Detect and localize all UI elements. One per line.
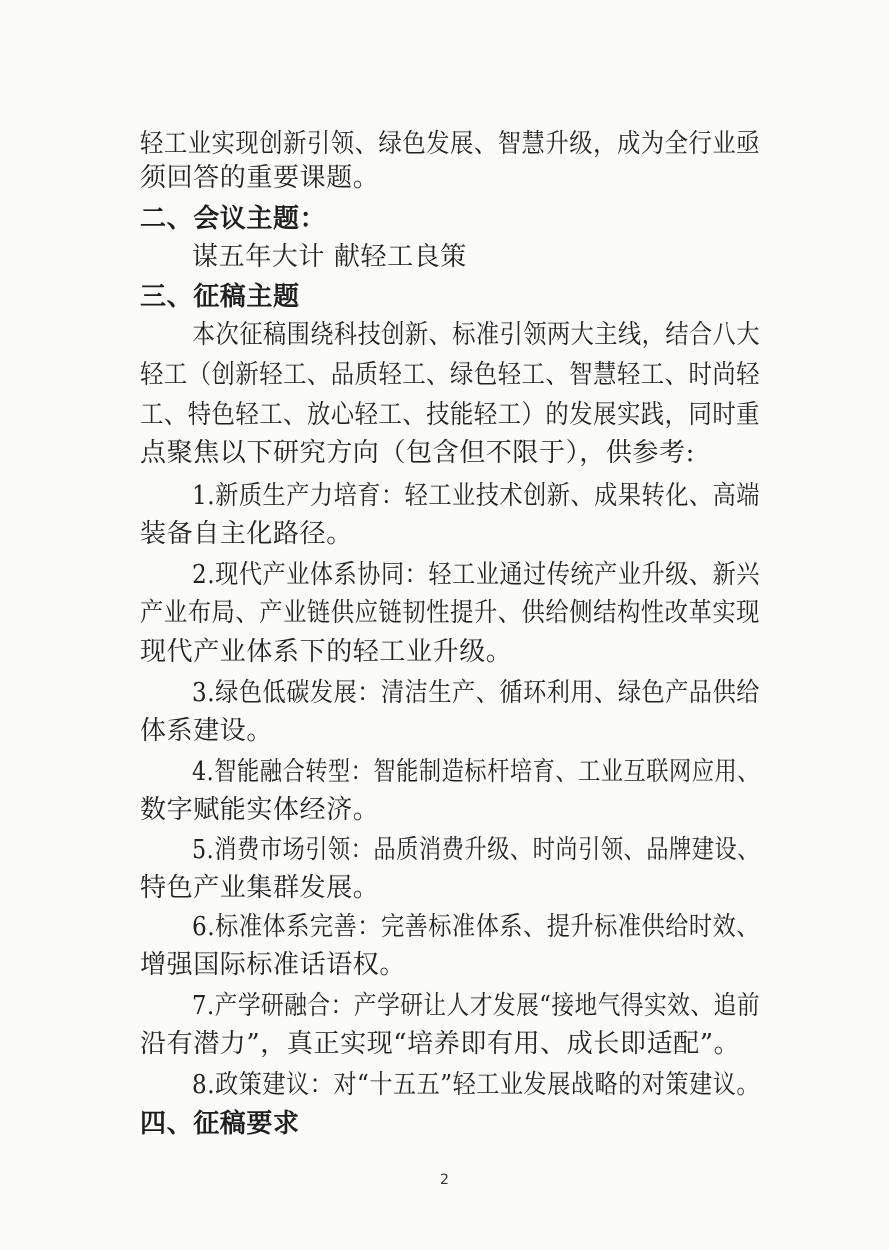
- meeting-theme-text: 谋五年大计 献轻工良策: [192, 242, 467, 272]
- body-line: 沿有潜力”，真正实现“培养即有用、成长即适配”。: [140, 1029, 741, 1059]
- page-number: 2: [440, 1172, 449, 1188]
- body-line: 现代产业体系下的轻工业升级。: [140, 637, 513, 667]
- research-item-1: 1.新质生产力培育：轻工业技术创新、成果转化、高端: [192, 481, 760, 511]
- research-item-2: 2.现代产业体系协同：轻工业通过传统产业升级、新兴: [192, 560, 760, 590]
- research-item-4: 4.智能融合转型：智能制造标杆培育、工业互联网应用、: [192, 757, 761, 787]
- body-line: 体系建设。: [140, 716, 274, 746]
- research-item-7: 7.产学研融合：产学研让人才发展“接地气得实效、追前: [192, 991, 761, 1021]
- body-line: 工、特色轻工、放心轻工、技能轻工）的发展实践，同时重: [140, 400, 761, 430]
- body-line: 轻工（创新轻工、品质轻工、绿色轻工、智慧轻工、时尚轻: [140, 360, 761, 390]
- body-line: 增强国际标准话语权。: [140, 950, 407, 980]
- research-item-5: 5.消费市场引领：品质消费升级、时尚引领、品牌建设、: [192, 835, 761, 865]
- research-item-3: 3.绿色低碳发展：清洁生产、循环利用、绿色产品供给: [192, 678, 760, 708]
- body-line: 轻工业实现创新引领、绿色发展、智慧升级，成为全行业亟: [140, 129, 761, 159]
- body-line: 点聚焦以下研究方向（包含但不限于），供参考:: [140, 438, 695, 468]
- body-line: 特色产业集群发展。: [140, 873, 380, 903]
- section-heading-call-topic: 三、征稿主题: [140, 282, 300, 312]
- body-line: 本次征稿围绕科技创新、标准引领两大主线，结合八大: [192, 320, 760, 350]
- body-line: 须回答的重要课题。: [140, 163, 380, 193]
- body-line: 产业布局、产业链供应链韧性提升、供给侧结构性改革实现: [140, 598, 761, 628]
- body-line: 数字赋能实体经济。: [140, 795, 380, 825]
- research-item-6: 6.标准体系完善：完善标准体系、提升标准供给时效、: [192, 912, 760, 942]
- section-heading-requirements: 四、征稿要求: [140, 1109, 300, 1139]
- body-line: 装备自主化路径。: [140, 519, 353, 549]
- research-item-8: 8.政策建议：对“十五五”轻工业发展战略的对策建议。: [192, 1070, 761, 1100]
- section-heading-meeting-theme: 二、会议主题：: [140, 204, 327, 234]
